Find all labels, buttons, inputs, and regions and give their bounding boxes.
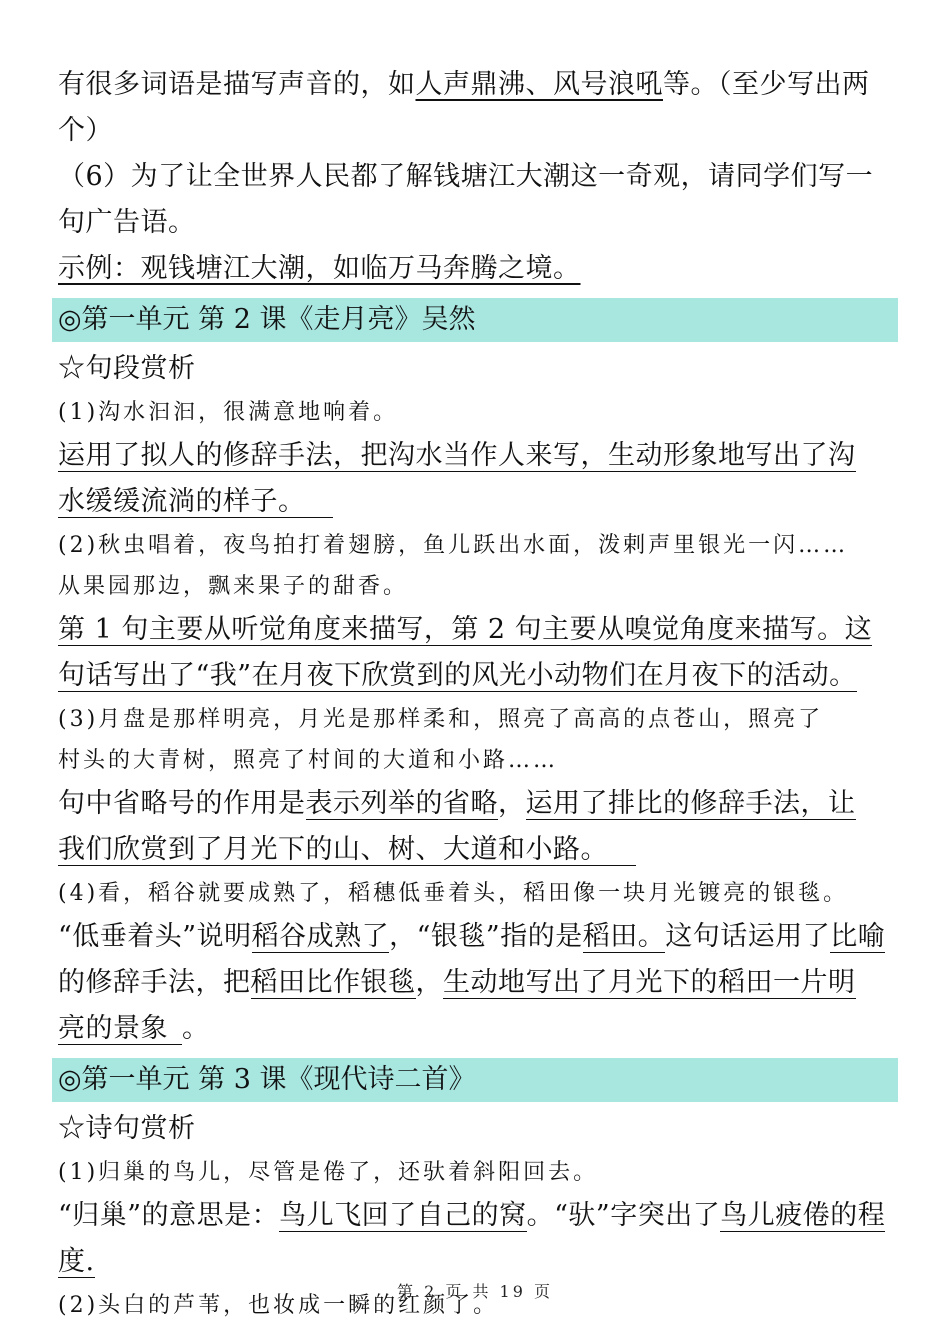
answer-1: “归巢”的意思是：鸟儿飞回了自己的窝。“驮”字突出了鸟儿疲倦的程 (58, 1200, 886, 1231)
answer-4: “低垂着头”说明稻谷成熟了，“银毯”指的是稻田。这句话运用了比喻 (58, 921, 886, 952)
answer-3-cont: 我们欣赏到了月光下的山、树、大道和小路。 (58, 827, 894, 873)
page-footer: 第 2 页 共 19 页 (397, 1282, 553, 1301)
answer-1-cont: 水缓缓流淌的样子。 (58, 479, 894, 525)
question-3-cont: 村头的大青树，照亮了村间的大道和小路…… (58, 748, 559, 773)
question-4: (4)看，稻谷就要成熟了，稻穗低垂着头，稻田像一块月光镀亮的银毯。 (58, 881, 849, 906)
example-answer: 示例：观钱塘江大潮，如临万马奔腾之境。 (58, 253, 581, 284)
answer-2-cont: 句话写出了“我”在月夜下欣赏到的风光小动物们在月夜下的活动。 (58, 660, 857, 691)
question-2: (2)秋虫唱着，夜鸟拍打着翅膀，鱼儿跃出水面，泼剌声里银光一闪…… (58, 533, 849, 558)
answer-1: 运用了拟人的修辞手法，把沟水当作人来写，生动形象地写出了沟 (58, 440, 856, 471)
text-line: 有很多词语是描写声音的，如人声鼎沸、风号浪吼等。（至少写出两 (58, 69, 870, 100)
answer-3: 句中省略号的作用是表示列举的省略，运用了排比的修辞手法，让 (58, 788, 856, 819)
question-1: (1)沟水汩汩，很满意地响着。 (58, 400, 399, 425)
question-1: (1)归巢的鸟儿，尽管是倦了，还驮着斜阳回去。 (58, 1160, 599, 1185)
text-line: 个） (58, 115, 113, 146)
answer-1-cont: 度. (58, 1246, 95, 1277)
answer-4-cont: 的修辞手法，把稻田比作银毯，生动地写出了月光下的稻田一片明 (58, 967, 856, 998)
answer-2: 第 1 句主要从听觉角度来描写，第 2 句主要从嗅觉角度来描写。这 (58, 614, 873, 645)
document-page (58, 62, 894, 1326)
lesson-3-header: ◎第一单元 第 3 课《现代诗二首》 (52, 1058, 898, 1102)
lesson-2-header: ◎第一单元 第 2 课《走月亮》吴然 (52, 298, 898, 342)
question-2: (2)头白的芦苇，也妆成一瞬的红颜了。 (58, 1293, 499, 1318)
question-6: （6）为了让全世界人民都了解钱塘江大潮这一奇观，请同学们写一 (58, 161, 874, 192)
section-title: ☆诗句赏析 (58, 1113, 196, 1144)
answer-4-end: 亮的景象 。 (58, 1013, 210, 1044)
answer-underline: 人声鼎沸、风号浪吼 (415, 69, 663, 100)
text-line: 句广告语。 (58, 207, 196, 238)
question-2-cont: 从果园那边，飘来果子的甜香。 (58, 574, 409, 599)
question-3: (3)月盘是那样明亮，月光是那样柔和，照亮了高高的点苍山，照亮了 (58, 707, 824, 732)
section-title: ☆句段赏析 (58, 353, 196, 384)
